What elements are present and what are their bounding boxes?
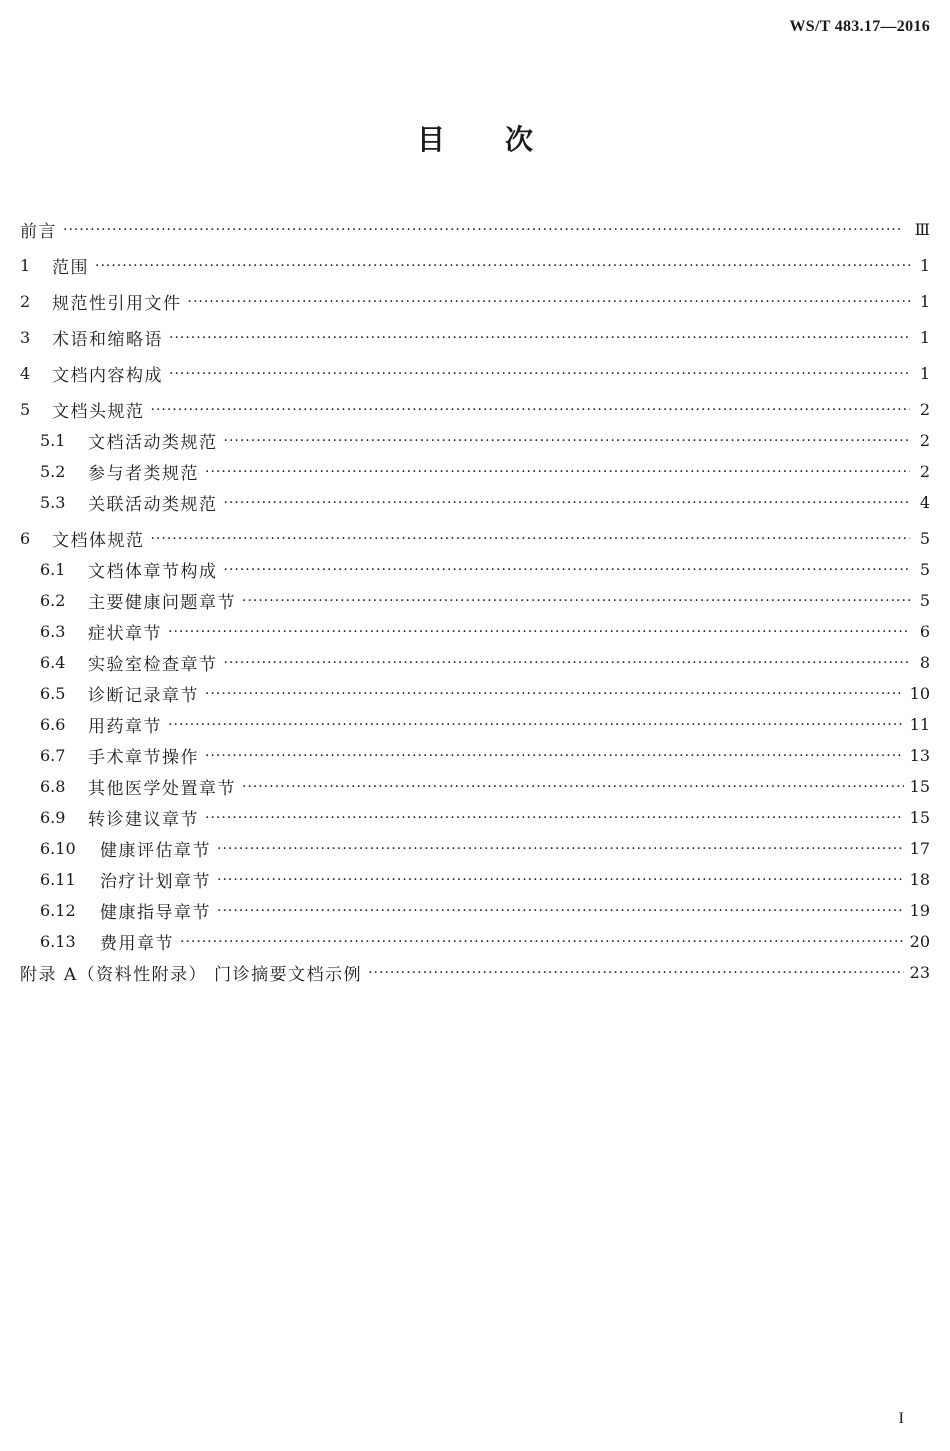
toc-number: 2: [20, 292, 31, 311]
toc-entry-foreword[interactable]: [20, 214, 930, 245]
toc-label: 用药章节: [88, 717, 162, 737]
toc-label: 范围: [52, 258, 89, 278]
toc-entry-1[interactable]: [20, 250, 930, 281]
toc-number: 6.9: [40, 808, 66, 827]
leader-dots: [242, 779, 904, 795]
toc-page: 5: [919, 591, 930, 610]
toc-label: 文档头规范: [52, 402, 145, 422]
toc-entry-3[interactable]: [20, 322, 930, 353]
leader-dots: [205, 686, 904, 702]
toc-label: 关联活动类规范: [88, 495, 218, 515]
toc-label: 文档体规范: [52, 531, 145, 551]
leader-dots: [217, 841, 904, 857]
toc-label: 术语和缩略语: [52, 330, 163, 350]
toc-page: 5: [919, 560, 930, 579]
leader-dots: [224, 655, 911, 671]
toc-label: 实验室检查章节: [88, 655, 218, 675]
leader-dots: [151, 402, 911, 418]
leader-dots: [224, 562, 911, 578]
toc-number: 6.7: [40, 746, 66, 765]
toc-number: 6.13: [40, 932, 76, 951]
leader-dots: [224, 495, 911, 511]
toc-number: 6.2: [40, 591, 66, 610]
toc-label: 手术章节操作: [88, 748, 199, 768]
toc-number: 5: [20, 400, 31, 419]
toc-entry-5[interactable]: [20, 394, 930, 425]
toc-label: 文档体章节构成: [88, 562, 218, 582]
leader-dots: [180, 934, 904, 950]
toc-entry-appendix-a[interactable]: [20, 957, 930, 988]
toc-page: Ⅲ: [914, 220, 930, 239]
toc-page: 5: [919, 529, 930, 548]
toc-entry-6-3[interactable]: [20, 616, 930, 647]
toc-entry-6-9[interactable]: [20, 802, 930, 833]
toc-label: 治疗计划章节: [100, 872, 211, 892]
toc-page: 1: [919, 328, 930, 347]
toc-label: 诊断记录章节: [88, 686, 199, 706]
toc-page: 2: [919, 431, 930, 450]
toc-label: 主要健康问题章节: [88, 593, 236, 613]
leader-dots: [169, 330, 910, 346]
leader-dots: [205, 464, 910, 480]
leader-dots: [242, 593, 910, 609]
toc-entry-6-10[interactable]: [20, 833, 930, 864]
toc-number: 6.6: [40, 715, 66, 734]
standard-code: WS/T 483.17—2016: [789, 18, 930, 35]
toc-number: 6.1: [40, 560, 66, 579]
toc-number: 5.2: [40, 462, 66, 481]
leader-dots: [205, 810, 904, 826]
toc-page: 20: [909, 932, 930, 951]
toc-page: 1: [919, 364, 930, 383]
toc-page: 18: [909, 870, 930, 889]
toc-entry-6-4[interactable]: [20, 647, 930, 678]
leader-dots: [224, 433, 911, 449]
title-char-1: 目: [416, 123, 445, 156]
toc-number: 6.11: [40, 870, 76, 889]
toc-number: 6.5: [40, 684, 66, 703]
toc-label: 健康指导章节: [100, 903, 211, 923]
toc-page: 15: [909, 808, 930, 827]
toc-page: 10: [909, 684, 930, 703]
toc-entry-6-2[interactable]: [20, 585, 930, 616]
toc-page: 23: [909, 963, 930, 982]
toc-number: 6.10: [40, 839, 76, 858]
leader-dots: [168, 624, 910, 640]
toc-entry-6-6[interactable]: [20, 709, 930, 740]
toc-page: 19: [909, 901, 930, 920]
title-char-2: 次: [505, 123, 534, 156]
leader-dots: [151, 531, 911, 547]
toc-page: 13: [909, 746, 930, 765]
toc-number: 1: [20, 256, 31, 275]
toc-number: 4: [20, 364, 31, 383]
toc-entry-6[interactable]: [20, 523, 930, 554]
toc-page: 1: [919, 256, 930, 275]
toc-page: 2: [919, 400, 930, 419]
leader-dots: [63, 222, 909, 238]
toc-entry-6-1[interactable]: [20, 554, 930, 585]
toc-label: 其他医学处置章节: [88, 779, 236, 799]
toc-entry-6-5[interactable]: [20, 678, 930, 709]
leader-dots: [95, 258, 910, 274]
toc-page: 4: [919, 493, 930, 512]
table-of-contents: [20, 214, 930, 988]
toc-page: 11: [909, 715, 930, 734]
toc-number: 6.12: [40, 901, 76, 920]
toc-label: 附录 A（资料性附录） 门诊摘要文档示例: [20, 965, 363, 985]
toc-entry-2[interactable]: [20, 286, 930, 317]
toc-entry-6-7[interactable]: [20, 740, 930, 771]
toc-page: 6: [919, 622, 930, 641]
toc-number: 5.1: [40, 431, 66, 450]
toc-label: 健康评估章节: [100, 841, 211, 861]
toc-label: 费用章节: [100, 934, 174, 954]
leader-dots: [169, 366, 910, 382]
toc-number: 3: [20, 328, 31, 347]
toc-label: 文档内容构成: [52, 366, 163, 386]
toc-entry-4[interactable]: [20, 358, 930, 389]
toc-title: [0, 118, 950, 158]
leader-dots: [217, 903, 904, 919]
leader-dots: [188, 294, 911, 310]
toc-entry-6-11[interactable]: [20, 864, 930, 895]
toc-page: 8: [919, 653, 930, 672]
toc-label: 文档活动类规范: [88, 433, 218, 453]
toc-entry-6-8[interactable]: [20, 771, 930, 802]
toc-page: 2: [919, 462, 930, 481]
leader-dots: [168, 717, 904, 733]
toc-entry-5-2[interactable]: [20, 456, 930, 487]
toc-label: 参与者类规范: [88, 464, 199, 484]
leader-dots: [368, 965, 904, 981]
toc-label: 症状章节: [88, 624, 162, 644]
toc-number: 6.8: [40, 777, 66, 796]
toc-label: 前言: [20, 222, 57, 242]
toc-label: 规范性引用文件: [52, 294, 182, 314]
toc-number: 6.3: [40, 622, 66, 641]
leader-dots: [205, 748, 904, 764]
page-number: I: [898, 1410, 904, 1427]
toc-number: 6: [20, 529, 31, 548]
toc-page: 17: [909, 839, 930, 858]
toc-entry-5-3[interactable]: [20, 487, 930, 518]
toc-number: 6.4: [40, 653, 66, 672]
toc-entry-6-12[interactable]: [20, 895, 930, 926]
toc-number: 5.3: [40, 493, 66, 512]
leader-dots: [217, 872, 904, 888]
toc-entry-5-1[interactable]: [20, 425, 930, 456]
toc-page: 15: [909, 777, 930, 796]
toc-page: 1: [919, 292, 930, 311]
toc-entry-6-13[interactable]: [20, 926, 930, 957]
toc-label: 转诊建议章节: [88, 810, 199, 830]
